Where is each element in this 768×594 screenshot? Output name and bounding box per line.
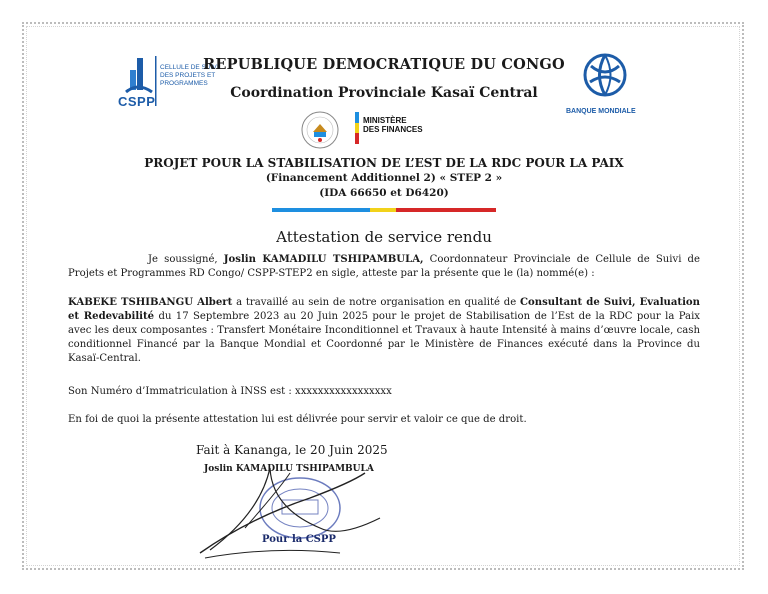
project-subtitle: (Financement Additionnel 2) « STEP 2 » (265, 172, 503, 184)
pour-cspp: Pour la CSPP (262, 534, 336, 545)
cspp-side-line-3: PROGRAMMES (160, 80, 208, 87)
flag-stripe-yellow (370, 208, 396, 212)
world-bank-label: BANQUE MONDIALE (566, 108, 636, 115)
cspp-side-line-1: CELLULE DE SUIVI (160, 64, 219, 71)
stamp-and-signature-icon (190, 458, 390, 568)
p1-intro: Je soussigné, (148, 254, 218, 265)
p2-employee-name: KABEKE TSHIBANGU Albert (68, 297, 233, 308)
p2-role: Consultant de Suivi, Evaluation et Redevabilité (68, 297, 700, 322)
coordination-title: Coordination Provinciale Kasaï Central (230, 85, 538, 101)
ministry-line-1: MINISTÈRE (363, 116, 407, 125)
cspp-side-line-2: DES PROJETS ET (160, 72, 216, 79)
flag-stripe-blue (272, 208, 370, 212)
project-ida: (IDA 66650 et D6420) (319, 187, 449, 199)
republic-title: REPUBLIQUE DEMOCRATIQUE DU CONGO (203, 56, 565, 73)
ministry-seal-icon (300, 110, 340, 150)
ministry-color-bar (355, 112, 359, 144)
paragraph-service (68, 296, 700, 366)
attestation-title: Attestation de service rendu (276, 228, 492, 246)
project-title: PROJET POUR LA STABILISATION DE L’EST DE LA RDC POUR LA PAIX (144, 156, 624, 170)
p1-text: Coordonnateur Provinciale de Cellule de Suivi de Projets et Programmes RD Congo/ CSPP-STEP2 en sigle, atteste par la présente que le (la) nommé(e) : (68, 254, 700, 279)
place-date: Fait à Kananga, le 20 Juin 2025 (196, 443, 388, 457)
p2-text-b: du 17 Septembre 2023 au 20 Juin 2025 pour le projet de Stabilisation de l’Est de la RDC pour la Paix avec les deux composantes : Transfert Monétaire Inconditionnel et Travaux à haute Intensité à mains d’œuvre locale, cash conditionnel Financé par la Banque Mondial et Coordonné par le Ministère de Finances exécuté dans la Province du Kasaï-Central. (68, 311, 700, 364)
signer-name: Joslin KAMADILU TSHIPAMBULA (204, 464, 374, 474)
ministry-line-2: DES FINANCES (363, 125, 423, 134)
p2-text-a: a travaillé au sein de notre organisation en qualité de (236, 297, 517, 308)
flag-stripe-red (396, 208, 496, 212)
paragraph-closing: En foi de quoi la présente attestation lui est délivrée pour servir et valoir ce que de droit. (68, 414, 527, 425)
paragraph-declaration (68, 253, 700, 281)
paragraph-inss: Son Numéro d’Immatriculation à INSS est : xxxxxxxxxxxxxxxxx (68, 386, 392, 397)
ministry-label (363, 116, 423, 134)
p1-signer-name: Joslin KAMADILU TSHIPAMBULA, (223, 254, 424, 265)
cspp-acronym: CSPP (118, 94, 156, 109)
